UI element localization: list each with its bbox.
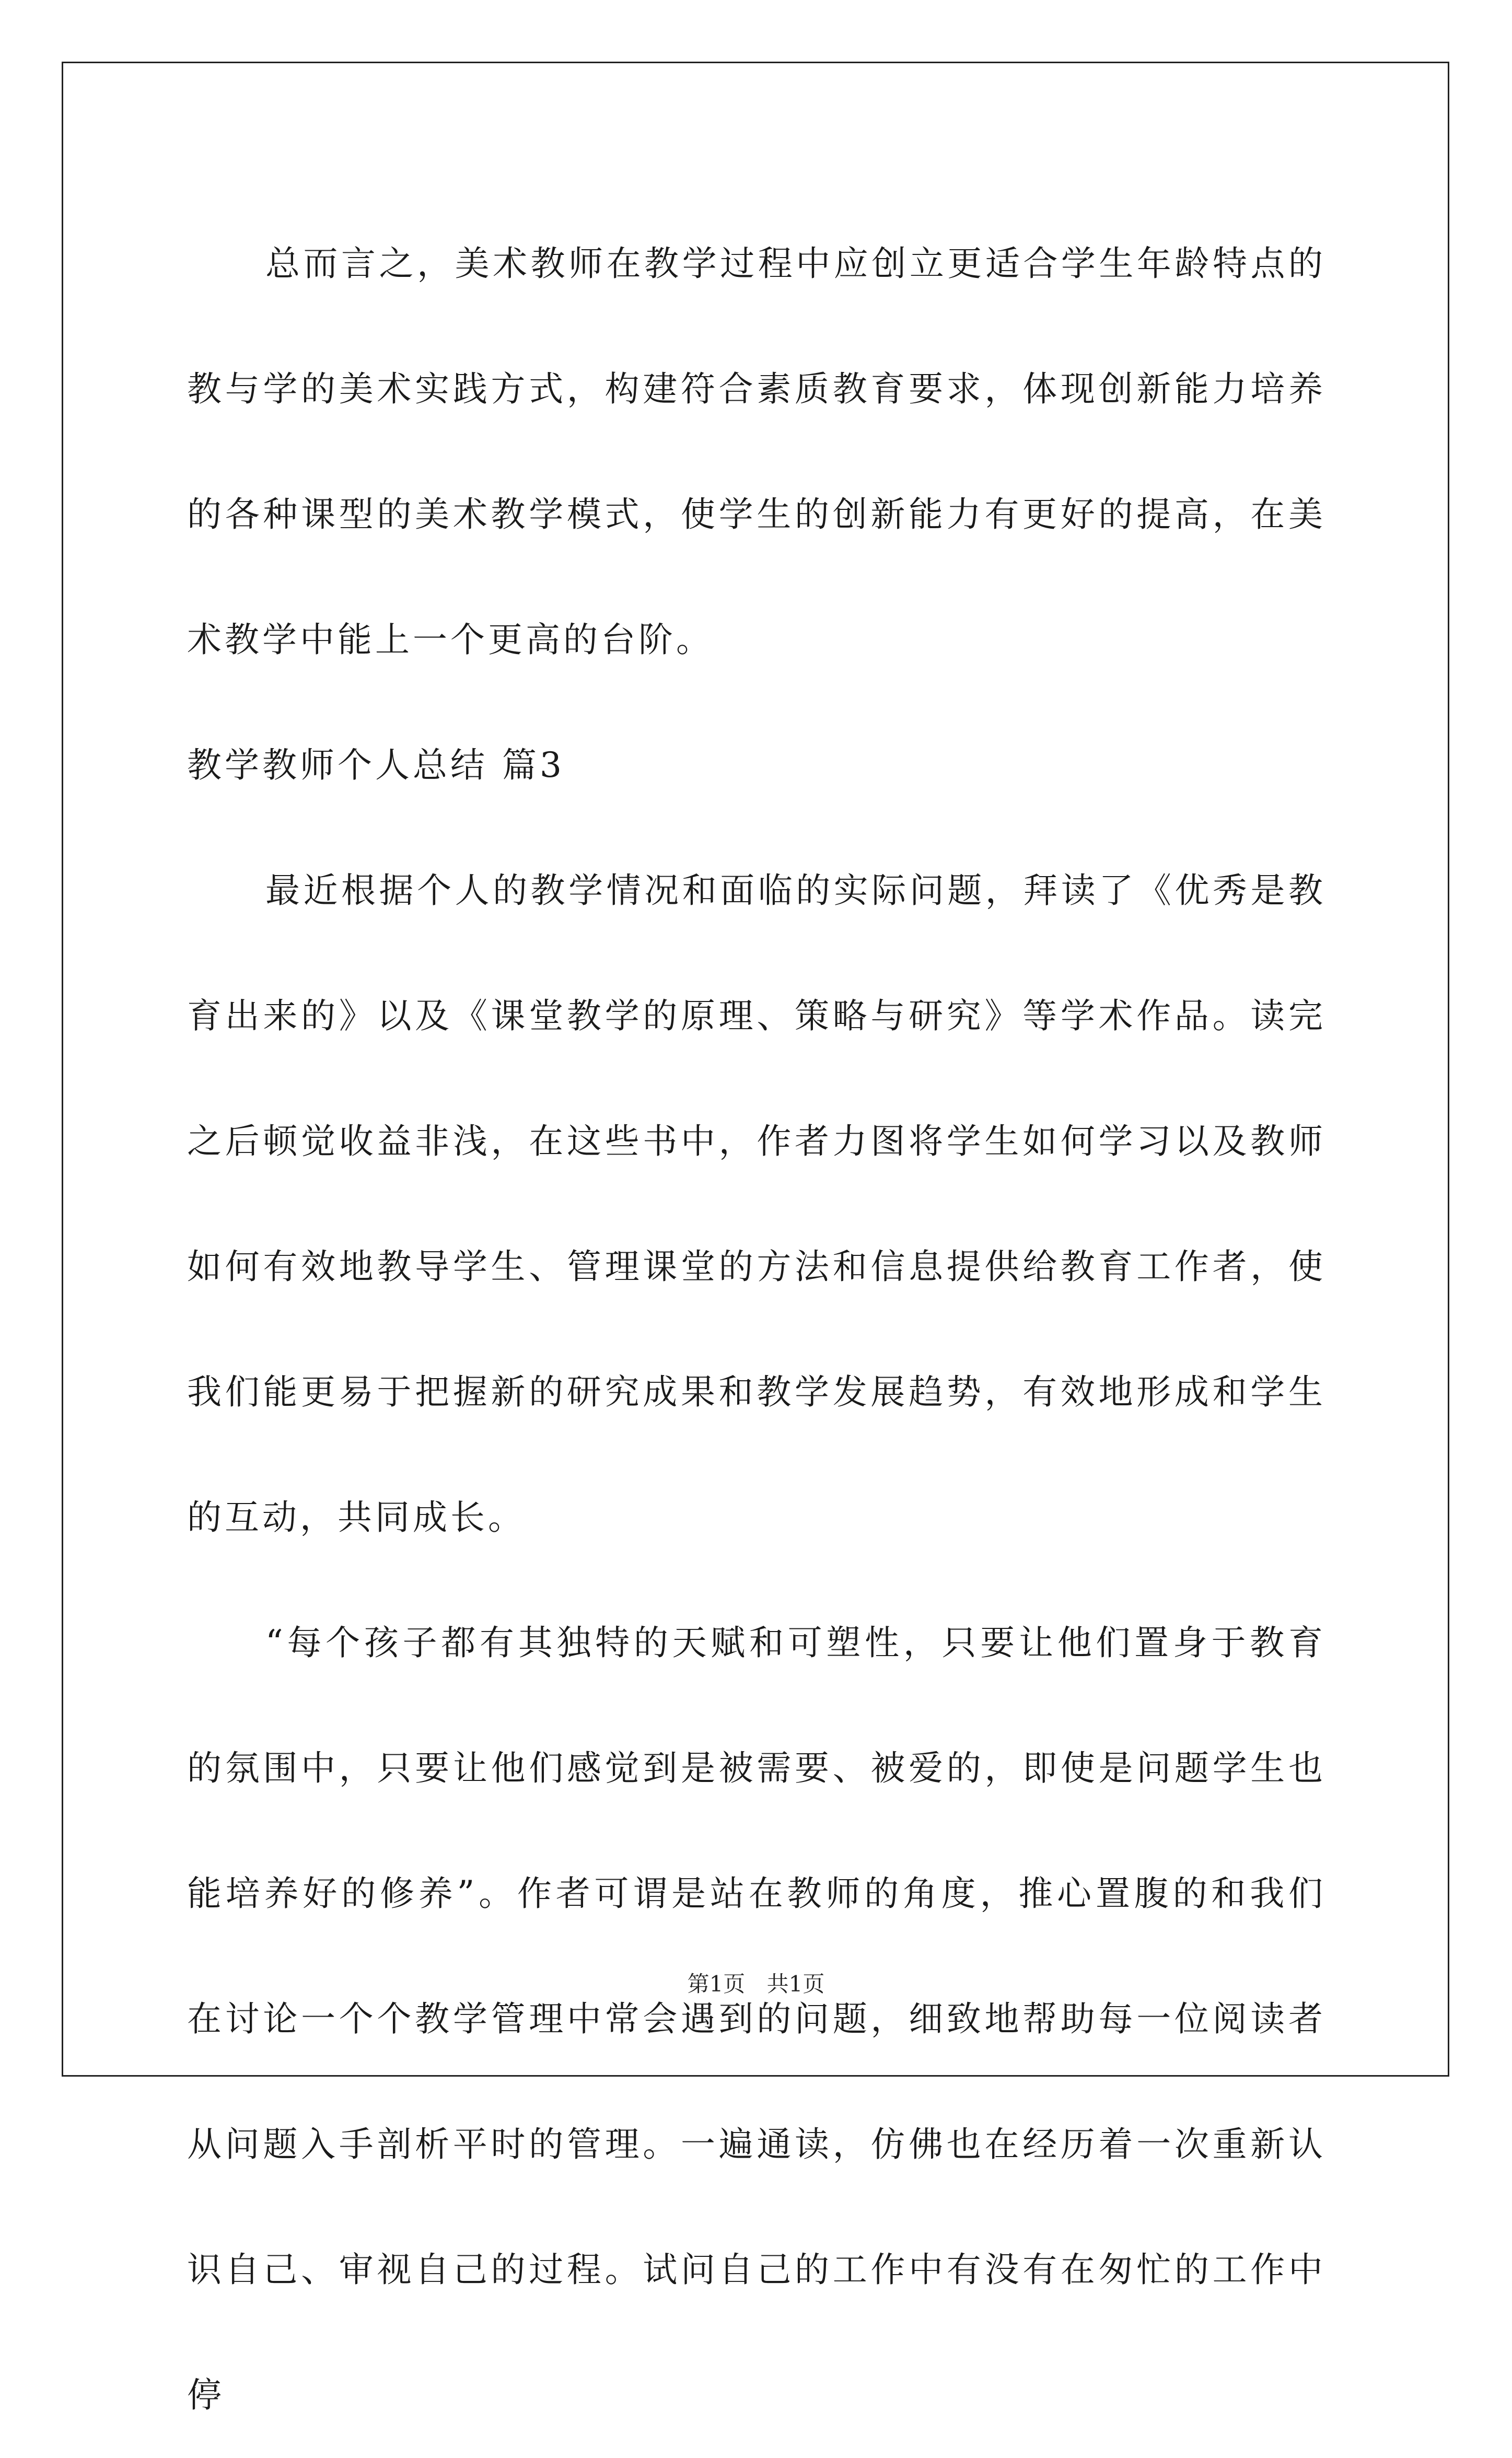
document-body	[187, 201, 1326, 2458]
page-number: 第1页	[687, 1971, 746, 1997]
section-heading: 教学教师个人总结 篇3	[187, 745, 565, 785]
paragraph-reading: 最近根据个人的教学情况和面临的实际问题，拜读了《优秀是教育出来的》以及《课堂教学的原理、策略与研究》等学术作品。读完之后顿觉收益非浅，在这些书中，作者力图将学生如何学习以及教师如何有效地教导学生、管理课堂的方法和信息提供给教育工作者，使我们能更易于把握新的研究成果和教学发展趋势，有效地形成和学生的互动，共同成长。	[187, 870, 1326, 1537]
page-total: 共1页	[766, 1971, 825, 1997]
paragraph-conclusion: 总而言之，美术教师在教学过程中应创立更适合学生年龄特点的教与学的美术实践方式，构建符合素质教育要求，体现创新能力培养的各种课型的美术教学模式，使学生的创新能力有更好的提高，在美术教学中能上一个更高的台阶。	[187, 243, 1326, 660]
paragraph-quote: “每个孩子都有其独特的天赋和可塑性，只要让他们置身于教育的氛围中，只要让他们感觉到是被需要、被爱的，即使是问题学生也能培养好的修养”。作者可谓是站在教师的角度，推心置腹的和我们在讨论一个个教学管理中常会遇到的问题，细致地帮助每一位阅读者从问题入手剖析平时的管理。一遍通读，仿佛也在经历着一次重新认识自己、审视自己的过程。试问自己的工作中有没有在匆忙的工作中停	[187, 1623, 1326, 2415]
page-footer	[0, 1968, 1512, 2000]
